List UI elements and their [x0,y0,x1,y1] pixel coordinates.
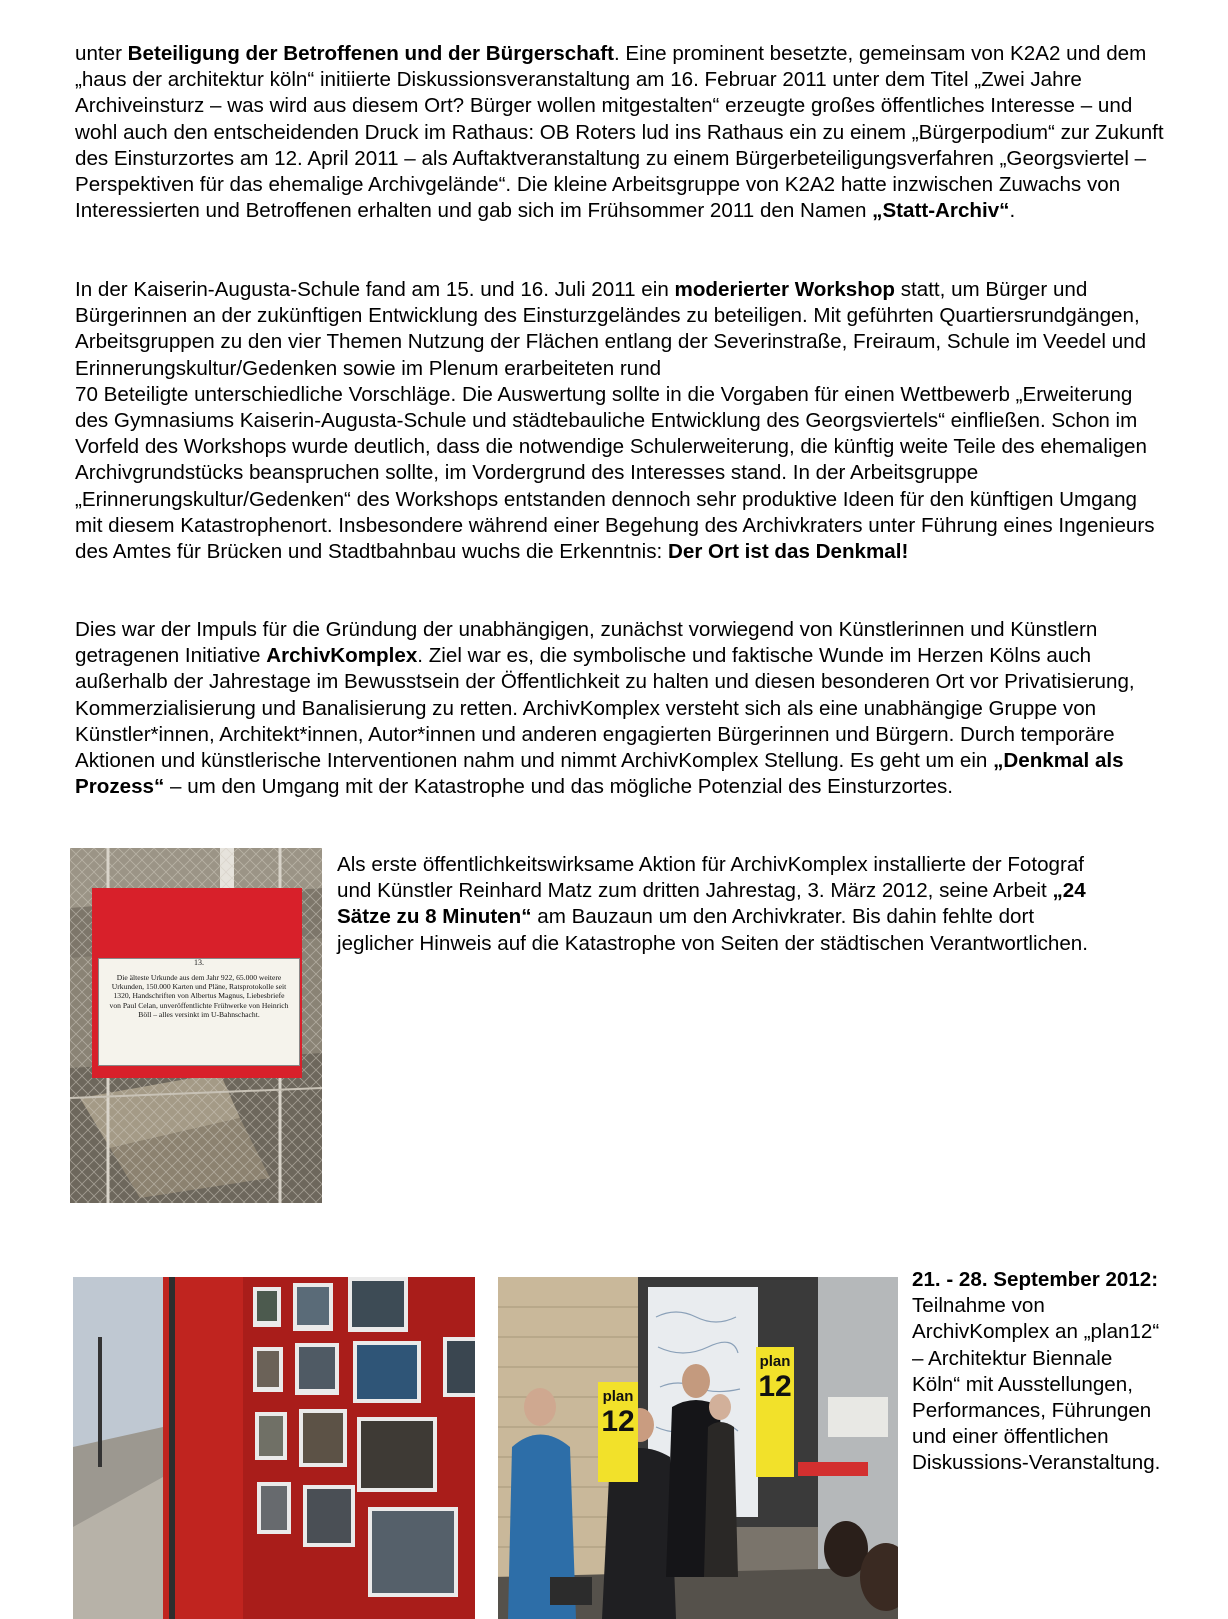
gathering-graphic [498,1277,898,1619]
bold-run: 21. - 28. September 2012: [912,1268,1159,1291]
text-run: – um den Umgang mit der Katastrophe und das mögliche Potenzial des Einsturzortes. [164,775,954,799]
poster-number: 12 [601,1405,635,1438]
text-run: In der Kaiserin-Augusta-Schule fand am 15. und 16. Juli 2011 ein [75,278,675,301]
text-run: unter [75,42,128,65]
text-run: Dies war der Impuls für die Gründung der unabhängigen, zunächst vorwiegend von Künstlerinnen und Künstlern getragenen Initiative [75,618,1098,668]
sign-card [98,958,300,1066]
paragraph-workshop [75,277,1170,565]
bold-run: Der Ort ist das Denkmal! [668,540,909,564]
caption-plan12 [912,1267,1162,1477]
poster-word: plan [759,1353,791,1370]
poster-number: 12 [758,1370,792,1403]
bold-run: ArchivKomplex [266,644,418,668]
paragraph-archivkomplex [75,617,1170,800]
text-run: 70 Beteiligte unterschiedliche Vorschläge. Die Auswertung sollte in die Vorgaben für einen Wettbewerb „Erweiterung des Gymnasiums Kaiserin-Augusta-Schule und städtebauliche Entwicklung des Georgsviertels“ einfließen. Schon im Vorfeld des Workshops wurde deutlich, dass die notwendige Schulerweiterung, die künftig weite Teile des ehemaligen Archivgrundstücks beanspruchen sollte, im Vordergrund des Interesses stand. In der Arbeitsgruppe „Erinnerungskultur/Gedenken“ des Workshops entstanden dennoch sehr produktive Ideen für den künftigen Umgang mit diesem Katastrophenort. Insbesondere während einer Begehung des Archivkraters unter Führung eines Ingenieurs des Amtes für Brücken und Stadtbahnbau wuchs die Erkenntnis: [75,382,1155,564]
photo-shop-window [73,1277,475,1619]
bold-run: „Denkmal als Prozess“ [75,749,1124,799]
text-run: Teilnahme von ArchivKomplex an „plan12“ – Architektur Biennale Köln“ mit Ausstellungen, Performances, Führungen und einer öffentlichen Diskussions-Veranstaltung. [912,1294,1161,1475]
bold-run: „24 Sätze zu 8 Minuten“ [337,879,1086,929]
text-run: . Eine prominent besetzte, gemeinsam von K2A2 und dem „haus der architektur köln“ initiierte Diskussionsveranstaltung am 16. Februar 2011 unter dem Titel „Zwei Jahre Archiveinsturz – was wird aus diesem Ort? Bürger wollen mitgestalten“ erzeugte großes öffentliches Interesse – und wohl auch den entscheidenden Druck im Rathaus: OB Roters lud ins Rathaus ein zu einem „Bürgerpodium“ zur Zukunft des Einsturzortes am 12. April 2011 – als Auftaktveranstaltung zu einem Bürgerbeteiligungsverfahren „Georgsviertel – Perspektiven für das ehemalige Archivgelände“. Die kleine Arbeitsgruppe von K2A2 hatte inzwischen Zuwachs von Interessierten und Betroffenen erhalten und gab sich im Frühsommer 2011 den Namen [75,42,1164,223]
poster-word: plan [602,1388,634,1405]
photo-fence-sign [70,848,322,1203]
bold-run: moderierter Workshop [674,278,895,301]
text-run: statt, um Bürger und Bürgerinnen an der zukünftigen Entwicklung des Einsturzgeländes zu beteiligen. Mit geführten Quartiersrundgängen, Arbeitsgruppen zu den vier Themen Nutzung der Flächen entlang der Severinstraße, Freiraum, Schule im Veedel und Erinnerungskultur/Gedenken sowie im Plenum erarbeiteten rund [75,278,1147,380]
text-run: . [1009,199,1016,223]
paragraph-first-action [337,852,1097,957]
bold-run: Beteiligung der Betroffenen und der Bürgerschaft [127,42,614,65]
shop-window-graphic [73,1277,475,1619]
sign-number: 13. [194,958,204,967]
plan12-poster-left [598,1382,638,1482]
text-run: am Bauzaun um den Archivkrater. Bis dahin fehlte dort jeglicher Hinweis auf die Katastrophe von Seiten der städtischen Verantwortlichen. [337,905,1088,955]
plan12-poster-right [756,1347,794,1477]
bold-run: „Statt-Archiv“ [872,199,1010,223]
text-run: . Ziel war es, die symbolische und faktische Wunde im Herzen Kölns auch außerhalb der Jahrestage im Bewusstsein der Öffentlichkeit zu halten und diesen besonderen Ort vor Privatisierung, Kommerzialisierung und Banalisierung zu retten. ArchivKomplex versteht sich als eine unabhängige Gruppe von Künstler*innen, Architekt*innen, Autor*innen und anderen engagierten Bürgerinnen und Bürgern. Durch temporäre Aktionen und künstlerische Interventionen nahm und nimmt ArchivKomplex Stellung. Es geht um ein [75,644,1135,773]
paragraph-participation [75,41,1170,224]
text-run: Als erste öffentlichkeitswirksame Aktion für ArchivKomplex installierte der Fotograf und Künstler Reinhard Matz zum dritten Jahrestag, 3. März 2012, seine Arbeit [337,853,1085,903]
photo-plan12-gathering [498,1277,898,1619]
sign-text: Die älteste Urkunde aus dem Jahr 922, 65.000 weitere Urkunden, 150.000 Karten und Pläne, Ratsprotokolle seit 1320, Handschriften von Albertus Magnus, Liebesbriefe von Paul Celan, unveröffentlichte Frühwerke von Heinrich Böll – alles versinkt im U-Bahnschacht. [109,973,289,1019]
